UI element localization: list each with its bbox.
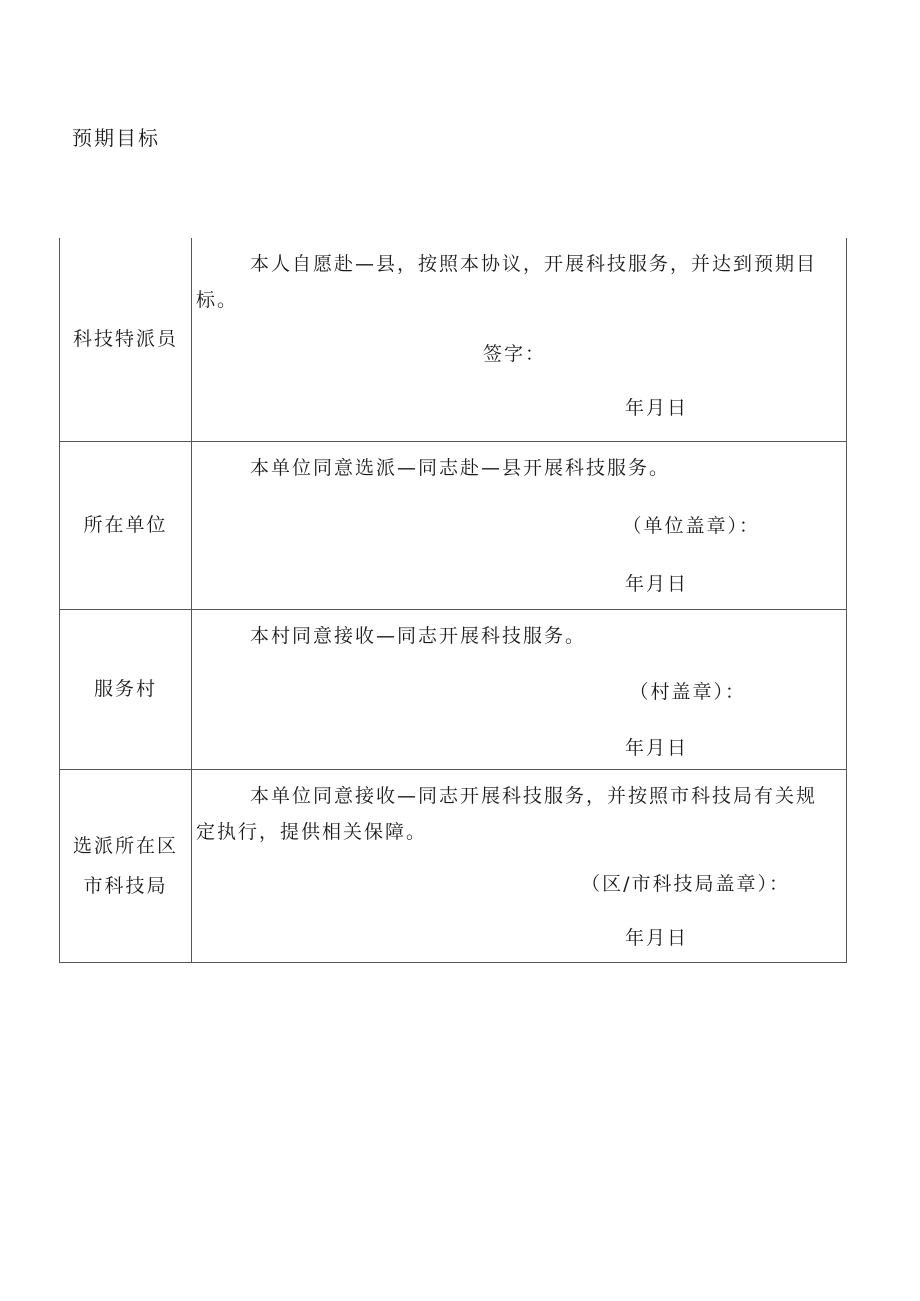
declaration-text: 本人自愿赴—县，按照本协议，开展科技服务，并达到预期目标。 <box>196 253 818 311</box>
declaration-text: 本单位同意选派—同志赴—县开展科技服务。 <box>250 456 671 479</box>
seal-field: （区/市科技局盖章）： <box>581 872 790 895</box>
row-content <box>192 769 847 962</box>
table-row <box>60 609 847 769</box>
table-row <box>60 441 847 609</box>
declaration-text: 本单位同意接收—同志开展科技服务，并按照市科技局有关规定执行，提供相关保障。 <box>196 784 818 843</box>
expected-goals-heading: 预期目标 <box>72 126 160 150</box>
signature-field: 签字： <box>482 343 546 365</box>
date-field: 年月日 <box>624 397 688 419</box>
table-row <box>60 238 847 441</box>
date-field: 年月日 <box>624 926 688 949</box>
row-content <box>192 238 847 441</box>
table-row <box>60 769 847 962</box>
seal-field: （村盖章）： <box>629 680 746 703</box>
row-label <box>60 769 192 962</box>
row-label <box>60 441 192 609</box>
row-label-text: 科技特派员 <box>72 328 178 351</box>
row-content <box>192 441 847 609</box>
date-field: 年月日 <box>624 572 688 595</box>
agreement-signature-table <box>59 238 847 963</box>
row-label-text: 服务村 <box>93 678 157 700</box>
row-label-line: 选派所在区 <box>72 834 178 857</box>
row-label-text: 所在单位 <box>83 514 168 536</box>
seal-field: （单位盖章）： <box>622 514 760 537</box>
row-label <box>60 609 192 769</box>
row-label-line: 市科技局 <box>83 874 168 897</box>
declaration-text: 本村同意接收—同志开展科技服务。 <box>250 624 587 647</box>
row-label <box>60 238 192 441</box>
date-field: 年月日 <box>624 736 688 759</box>
row-content <box>192 609 847 769</box>
